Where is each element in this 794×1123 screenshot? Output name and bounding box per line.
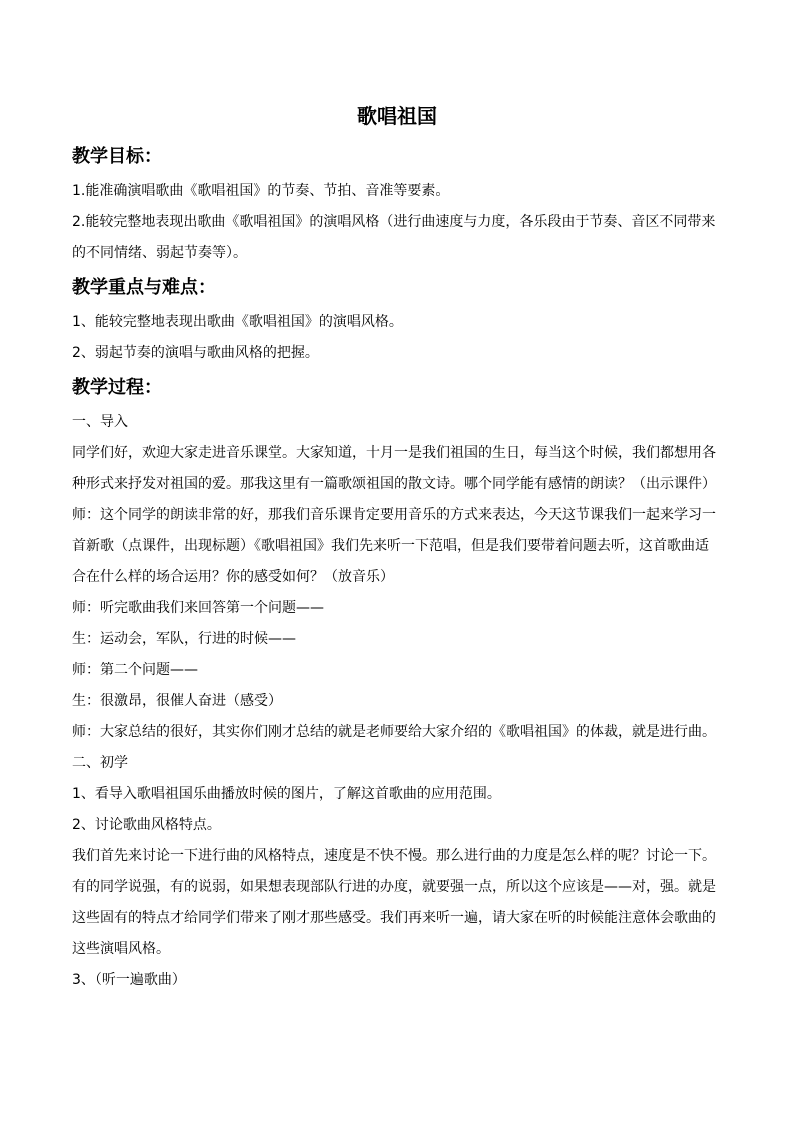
paragraph: 我们首先来讨论一下进行曲的风格特点，速度是不快不慢。那么进行曲的力度是怎么样的呢？讨论一下。有的同学说强，有的说弱，如果想表现部队行进的办度，就要强一点，所以这个应该是——对，强。就是这些固有的特点才给同学们带来了刚才那些感受。我们再来听一遍，请大家在听的时候能注意体会歌曲的这些演唱风格。 xyxy=(72,848,716,957)
paragraph: 2、讨论歌曲风格特点。 xyxy=(72,817,221,833)
paragraph: 1.能准确演唱歌曲《歌唱祖国》的节奏、节拍、音准等要素。 xyxy=(72,183,450,199)
document-title: 歌唱祖国 xyxy=(357,104,437,128)
paragraph: 2、弱起节奏的演唱与歌曲风格的把握。 xyxy=(72,345,319,361)
paragraph: 生：运动会，军队，行进的时候—— xyxy=(72,631,296,647)
paragraph: 生：很激昂，很催人奋进（感受） xyxy=(72,693,282,709)
paragraph: 同学们好，欢迎大家走进音乐课堂。大家知道，十月一是我们祖国的生日，每当这个时候，我们都想用各种形式来抒发对祖国的爱。那我这里有一篇歌颂祖国的散文诗。哪个同学能有感情的朗读？（出示课件） xyxy=(72,445,716,492)
paragraph: 1、能较完整地表现出歌曲《歌唱祖国》的演唱风格。 xyxy=(72,314,403,330)
section-key-points xyxy=(72,273,722,369)
section-objectives xyxy=(72,142,722,269)
section-heading: 教学过程： xyxy=(72,377,162,398)
paragraph: 师：大家总结的很好，其实你们刚才总结的就是老师要给大家介绍的《歌唱祖国》的体裁，就是进行曲。 xyxy=(72,724,716,740)
paragraph: 1、看导入歌唱祖国乐曲播放时候的图片，了解这首歌曲的应用范围。 xyxy=(72,786,501,802)
paragraph: 2.能较完整地表现出歌曲《歌唱祖国》的演唱风格（进行曲速度与力度，各乐段由于节奏、音区不同带来的不同情绪、弱起节奏等）。 xyxy=(72,214,716,261)
section-process xyxy=(72,373,722,996)
paragraph: 二、初学 xyxy=(72,755,128,771)
section-heading: 教学重点与难点： xyxy=(72,277,216,298)
paragraph: 3、（听一遍歌曲） xyxy=(72,972,186,988)
paragraph: 师：听完歌曲我们来回答第一个问题—— xyxy=(72,600,324,616)
document-page xyxy=(72,100,722,1000)
paragraph: 师：第二个问题—— xyxy=(72,662,198,678)
paragraph: 一、导入 xyxy=(72,414,128,430)
section-heading: 教学目标： xyxy=(72,146,162,167)
paragraph: 师：这个同学的朗读非常的好，那我们音乐课肯定要用音乐的方式来表达，今天这节课我们一起来学习一首新歌（点课件，出现标题）《歌唱祖国》我们先来听一下范唱，但是我们要带着问题去听，这首歌曲适合在什么样的场合运用？你的感受如何？（放音乐） xyxy=(72,507,716,585)
